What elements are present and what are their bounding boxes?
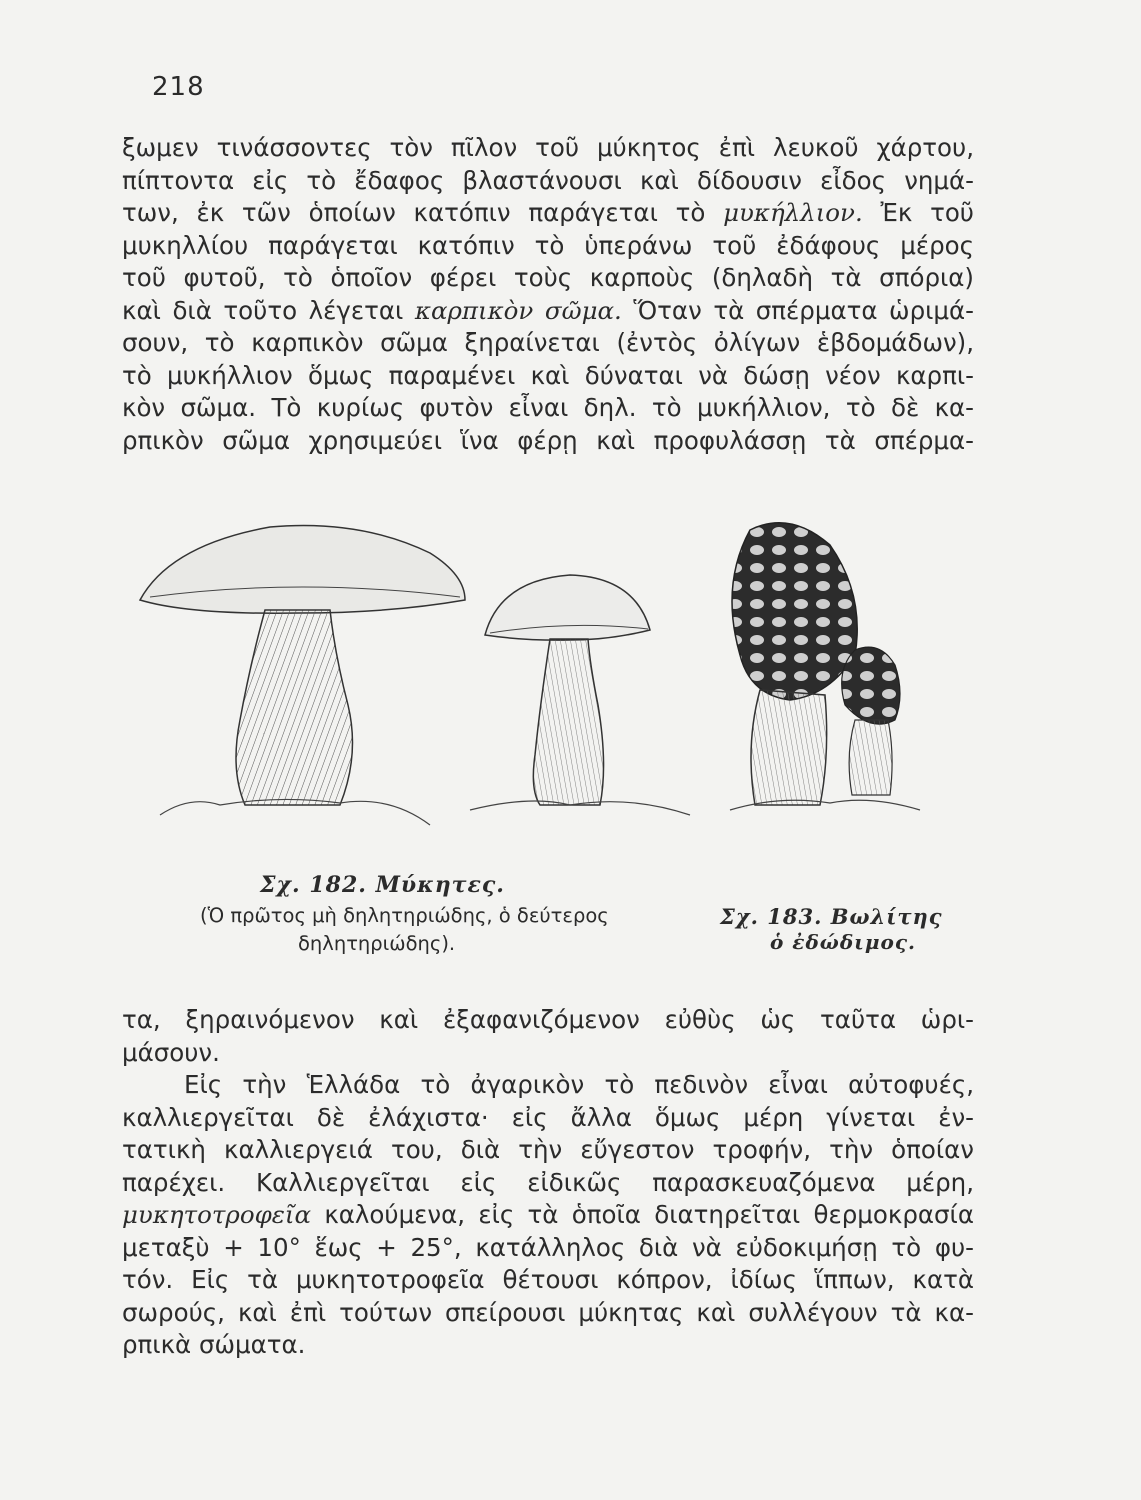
mushroom-drawing: [130, 505, 960, 845]
page-number: 218: [152, 72, 205, 102]
mushroom-2: [470, 575, 690, 815]
italic-term: μυκήλλιον.: [723, 198, 863, 227]
figure-182-note-line: δηλητηριώδης).: [298, 932, 456, 955]
figure-182-caption: Σχ. 182. Μύκητες.: [260, 872, 505, 898]
text-line: μυκηλλίου παράγεται κατόπιν τὸ ὑπεράνω τοῦ ἐδάφους μέρος: [122, 230, 974, 260]
figure-182-note-line: (Ὁ πρῶτος μὴ δηλητηριώδης, ὁ δεύτερος: [200, 904, 609, 927]
text-line: Εἰς τὴν Ἑλλάδα τὸ ἀγαρικὸν τὸ πεδινὸν εἶναι αὐτοφυές,: [184, 1070, 974, 1099]
text-line: [122, 197, 974, 230]
text-run: των, ἐκ τῶν ὁποίων κατόπιν παράγεται τὸ: [122, 198, 724, 227]
top-paragraph: [122, 132, 974, 457]
text-line: παρέχει. Καλλιεργεῖται εἰς εἰδικῶς παρασκευαζόμενα μέρη,: [122, 1167, 974, 1197]
text-line: σουν, τὸ καρπικὸν σῶμα ξηραίνεται (ἐντὸς ὀλίγων ἑβδομάδων),: [122, 328, 974, 357]
text-line: μάσουν.: [122, 1037, 220, 1067]
text-line: τοῦ φυτοῦ, τὸ ὁποῖον φέρει τοὺς καρποὺς (δηλαδὴ τὰ σπόρια): [122, 263, 974, 292]
morel-mushrooms: [730, 523, 920, 810]
bottom-paragraph: [122, 1004, 974, 1362]
text-line: καλλιεργεῖται δὲ ἐλάχιστα· εἰς ἄλλα ὅμως μέρη γίνεται ἐν-: [122, 1102, 974, 1132]
text-line: σωρούς, καὶ ἐπὶ τούτων σπείρουσι μύκητας καὶ συλλέγουν τὰ κα-: [122, 1297, 974, 1327]
mushroom-1: [140, 525, 465, 825]
text-line: τα, ξηραινόμενον καὶ ἐξαφανιζόμενον εὐθὺς ὡς ταῦτα ὡρι-: [122, 1005, 974, 1034]
mushroom-illustration: [130, 505, 960, 845]
figure-183-caption: Σχ. 183. Βωλίτης: [720, 904, 943, 929]
text-line: μεταξὺ + 10° ἕως + 25°, κατάλληλος διὰ νὰ εὐδοκιμήσῃ τὸ φυ-: [122, 1232, 974, 1262]
text-line: κὸν σῶμα. Τὸ κυρίως φυτὸν εἶναι δηλ. τὸ μυκήλλιον, τὸ δὲ κα-: [122, 393, 974, 422]
text-line: πίπτοντα εἰς τὸ ἔδαφος βλαστάνουσι καὶ δίδουσιν εἶδος νημά-: [122, 165, 974, 195]
italic-term: μυκητοτροφεῖα: [122, 1200, 312, 1229]
text-run: καλούμενα, εἰς τὰ ὁποῖα διατηρεῖται θερμοκρασία: [311, 1200, 974, 1229]
text-line: ρπικὸν σῶμα χρησιμεύει ἵνα φέρῃ καὶ προφυλάσσῃ τὰ σπέρμα-: [122, 425, 974, 455]
text-line: τὸ μυκήλλιον ὅμως παραμένει καὶ δύναται νὰ δώσῃ νέον καρπι-: [122, 360, 974, 390]
text-line: [122, 1199, 974, 1232]
text-line: τόν. Εἰς τὰ μυκητοτροφεῖα θέτουσι κόπρον, ἰδίως ἵππων, κατὰ: [122, 1265, 974, 1294]
text-run: Ὅταν τὰ σπέρματα ὡριμά-: [621, 295, 974, 325]
text-line: [122, 295, 974, 328]
figure-182-note: [200, 902, 609, 958]
figure-183-subtitle: ὁ ἐδώδιμος.: [770, 930, 916, 954]
text-run: Ἐκ τοῦ: [862, 198, 974, 227]
text-line: ρπικὰ σώματα.: [122, 1330, 306, 1359]
text-run: καὶ διὰ τοῦτο λέγεται: [122, 295, 415, 325]
italic-term: καρπικὸν σῶμα.: [414, 295, 622, 325]
text-line: ξωμεν τινάσσοντες τὸν πῖλον τοῦ μύκητος ἐπὶ λευκοῦ χάρτου,: [122, 133, 974, 162]
text-line: τατικὴ καλλιεργειά του, διὰ τὴν εὔγεστον τροφήν, τὴν ὁποίαν: [122, 1135, 974, 1164]
